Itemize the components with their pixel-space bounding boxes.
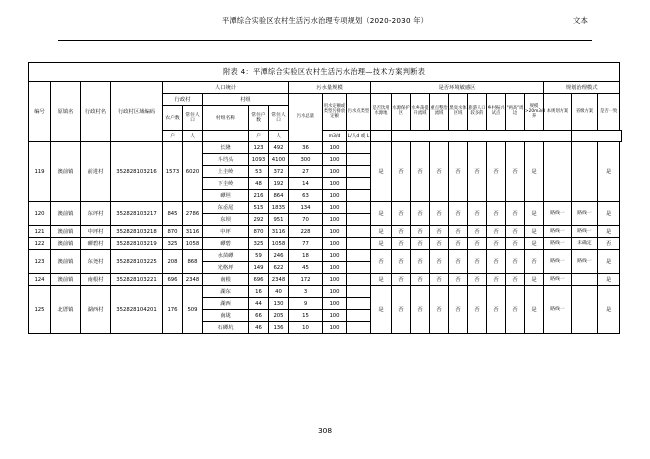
cell-sensitive-5: 否	[468, 238, 487, 250]
cell-sewage-point	[347, 214, 371, 226]
cell-sensitive-0: 是	[371, 142, 392, 202]
sensitive-header-0: 是否饮用水源地	[371, 94, 392, 131]
sensitive-header-3: 重点整治流域	[430, 94, 449, 131]
cell-id: 124	[29, 274, 51, 286]
header-title: 平潭综合实验区农村生活污水治理专项规划（2020-2030 年）	[222, 16, 428, 25]
cell-town: 澳前镇	[51, 142, 81, 202]
cell-village-households: 216	[249, 190, 269, 202]
col-header-town: 原镇名	[51, 82, 81, 142]
cell-village-population: 3116	[269, 226, 289, 238]
cell-admin-code: 352828103221	[111, 274, 163, 286]
cell-sewage-rate: 100	[323, 202, 347, 214]
cell-admin-population: 2348	[183, 274, 203, 286]
cell-admin-name: 前进村	[81, 142, 111, 202]
cell-village-name: 南根	[203, 274, 249, 286]
cell-sensitive-3: 否	[430, 226, 449, 238]
cell-sensitive-1: 否	[392, 202, 411, 226]
unit-point	[371, 131, 392, 142]
cell-village-name: 湖西	[203, 298, 249, 310]
cell-village-name: 磹碧	[203, 238, 249, 250]
cell-admin-population: 868	[183, 250, 203, 274]
cell-sensitive-1: 否	[392, 274, 411, 286]
cell-sensitive-0: 是	[371, 202, 392, 226]
cell-sewage-rate: 100	[323, 298, 347, 310]
cell-sewage-rate: 100	[323, 286, 347, 298]
cell-sensitive-6: 否	[487, 202, 506, 226]
cell-sensitive-3: 否	[430, 274, 449, 286]
table-row	[29, 142, 622, 154]
cell-admin-name: 东坪村	[81, 202, 111, 226]
cell-sensitive-6: 否	[487, 142, 506, 202]
cell-sensitive-7: 否	[506, 142, 525, 202]
cell-sewage-point	[347, 262, 371, 274]
cell-id: 121	[29, 226, 51, 238]
table-title-row	[29, 63, 622, 82]
cell-sewage-total: 63	[289, 190, 323, 202]
cell-plan-local: 路线一	[544, 250, 572, 274]
cell-town: 澳前镇	[51, 250, 81, 274]
sensitive-header-4: 黑臭水体区域	[449, 94, 468, 131]
cell-admin-name: 南根村	[81, 274, 111, 286]
cell-sensitive-3: 否	[430, 202, 449, 226]
group-header-population: 人口统计	[163, 82, 289, 94]
table-row	[29, 238, 622, 250]
col-header-id: 编号	[29, 82, 51, 142]
cell-sewage-point	[347, 238, 371, 250]
cell-sensitive-4: 否	[449, 274, 468, 286]
sub-header-village-name: 村组名称	[203, 106, 249, 131]
cell-sewage-rate: 100	[323, 322, 347, 334]
cell-admin-code: 352828103219	[111, 238, 163, 250]
cell-sensitive-7: 否	[506, 274, 525, 286]
sub-header-village-households: 常住户数	[249, 106, 269, 131]
cell-sewage-total: 77	[289, 238, 323, 250]
cell-village-population: 192	[269, 178, 289, 190]
cell-plan-province	[572, 142, 598, 202]
cell-village-name: 东岙尾	[203, 202, 249, 214]
cell-sensitive-4: 否	[449, 286, 468, 334]
cell-village-households: 46	[249, 322, 269, 334]
cell-plan-province: 路线一	[572, 202, 598, 226]
cell-sensitive-8: 是	[525, 286, 544, 334]
cell-village-households: 149	[249, 262, 269, 274]
cell-sensitive-4: 否	[449, 250, 468, 274]
cell-sensitive-3: 否	[430, 142, 449, 202]
cell-sensitive-7: 否	[506, 226, 525, 238]
sub-header-admin: 行政村	[163, 94, 203, 106]
cell-sewage-rate: 100	[323, 142, 347, 154]
cell-plan-province: 未确定	[572, 238, 598, 250]
sub-header-village-population: 常住人口	[269, 106, 289, 131]
cell-plan-province: 路线一	[572, 226, 598, 238]
unit-rate: L/人d 或 L	[347, 131, 371, 142]
cell-sensitive-2: 否	[411, 142, 430, 202]
page-number: 308	[317, 426, 333, 435]
cell-admin-code: 352828103216	[111, 142, 163, 202]
cell-sensitive-5: 否	[468, 250, 487, 274]
group-header-sewage: 污水量规模	[289, 82, 371, 94]
cell-village-households: 66	[249, 310, 269, 322]
cell-admin-code: 352828104201	[111, 286, 163, 334]
cell-sewage-point	[347, 190, 371, 202]
cell-plan-consistent: 是	[598, 286, 620, 334]
sub-header-sewage-total: 污水总量	[289, 94, 323, 142]
cell-sensitive-2: 否	[411, 238, 430, 250]
cell-id: 123	[29, 250, 51, 274]
cell-plan-consistent: 是	[598, 226, 620, 238]
cell-admin-population: 3116	[183, 226, 203, 238]
cell-town: 北厝镇	[51, 286, 81, 334]
cell-sensitive-5: 否	[468, 202, 487, 226]
cell-sewage-point	[347, 154, 371, 166]
cell-sensitive-7: 否	[506, 238, 525, 250]
cell-admin-households: 208	[163, 250, 183, 274]
cell-sewage-point	[347, 166, 371, 178]
table-row	[29, 226, 622, 238]
cell-village-name: 下圭岭	[203, 178, 249, 190]
cell-sewage-rate: 100	[323, 310, 347, 322]
cell-sewage-point	[347, 226, 371, 238]
cell-admin-households: 845	[163, 202, 183, 226]
cell-village-name: 磹坦	[203, 190, 249, 202]
cell-sensitive-4: 否	[449, 226, 468, 238]
cell-sensitive-4: 否	[449, 142, 468, 202]
table-caption: 附表 4：平潭综合实验区农村生活污水治理—技术方案判断表	[29, 63, 620, 82]
cell-town: 澳前镇	[51, 226, 81, 238]
cell-sensitive-8: 否	[525, 250, 544, 274]
cell-sensitive-1: 否	[392, 238, 411, 250]
cell-village-name: 湖东	[203, 286, 249, 298]
cell-plan-consistent: 是	[598, 142, 620, 202]
cell-sewage-total: 45	[289, 262, 323, 274]
cell-sewage-total: 9	[289, 298, 323, 310]
table-row	[29, 286, 622, 298]
cell-admin-code: 352828103217	[111, 202, 163, 226]
cell-sewage-point	[347, 322, 371, 334]
cell-village-population: 4100	[269, 154, 289, 166]
cell-village-population: 205	[269, 310, 289, 322]
cell-sewage-point	[347, 274, 371, 286]
cell-sensitive-5: 否	[468, 226, 487, 238]
cell-sensitive-5: 否	[468, 286, 487, 334]
cell-sensitive-8: 是	[525, 226, 544, 238]
cell-admin-households: 1573	[163, 142, 183, 202]
cell-id: 119	[29, 142, 51, 202]
cell-sensitive-7: 否	[506, 202, 525, 226]
col-header-admin-code: 行政村区域编码	[111, 82, 163, 142]
cell-sensitive-2: 否	[411, 202, 430, 226]
cell-village-name: 长隆	[203, 142, 249, 154]
cell-sewage-rate: 100	[323, 274, 347, 286]
cell-village-name: 光格坪	[203, 262, 249, 274]
cell-plan-local: 路线一	[544, 238, 572, 250]
group-header-sensitive: 是否环境敏感区	[371, 82, 544, 94]
cell-admin-households: 870	[163, 226, 183, 238]
cell-admin-code: 352828103225	[111, 250, 163, 274]
sensitive-header-1: 水源保护区	[392, 94, 411, 131]
cell-admin-name: 中坪村	[81, 226, 111, 238]
cell-village-households: 292	[249, 214, 269, 226]
unit-village-households: 户	[249, 131, 269, 142]
cell-village-population: 492	[269, 142, 289, 154]
cell-plan-local: 路线一	[544, 274, 572, 286]
cell-sensitive-8: 是	[525, 238, 544, 250]
cell-sensitive-1: 否	[392, 142, 411, 202]
cell-sensitive-0: 是	[371, 238, 392, 250]
sub-header-sewage-per-capita: 用水定额或类型污排放定额	[323, 94, 347, 131]
cell-sewage-rate: 100	[323, 178, 347, 190]
cell-sewage-total: 10	[289, 322, 323, 334]
cell-admin-households: 176	[163, 286, 183, 334]
cell-sewage-point	[347, 310, 371, 322]
cell-id: 120	[29, 202, 51, 226]
cell-sewage-rate: 100	[323, 226, 347, 238]
cell-village-name: 东坝	[203, 214, 249, 226]
cell-admin-households: 325	[163, 238, 183, 250]
sensitive-header-5: 旅游人口较多的	[468, 94, 487, 131]
cell-admin-name: 磹碧村	[81, 238, 111, 250]
cell-plan-local: 路线一	[544, 202, 572, 226]
cell-village-households: 44	[249, 298, 269, 310]
cell-village-households: 123	[249, 142, 269, 154]
cell-sewage-rate: 100	[323, 250, 347, 262]
sub-header-sewage-point: 污水点类型	[347, 94, 371, 131]
unit-plan-blank	[572, 131, 622, 142]
cell-village-name: 上圭岭	[203, 166, 249, 178]
cell-village-name: 水苗磹	[203, 250, 249, 262]
cell-sewage-total: 134	[289, 202, 323, 214]
cell-sensitive-6: 否	[487, 286, 506, 334]
cell-sewage-total: 18	[289, 250, 323, 262]
cell-town: 澳前镇	[51, 238, 81, 250]
appendix-table-wrapper	[28, 62, 622, 334]
cell-village-name: 石磹坑	[203, 322, 249, 334]
cell-sewage-total: 228	[289, 226, 323, 238]
cell-sewage-total: 14	[289, 178, 323, 190]
cell-sewage-total: 70	[289, 214, 323, 226]
unit-village-population: 人	[269, 131, 289, 142]
cell-sensitive-4: 否	[449, 202, 468, 226]
cell-village-population: 246	[269, 250, 289, 262]
header-section-label: 文本	[572, 16, 588, 25]
cell-sewage-total: 172	[289, 274, 323, 286]
cell-sensitive-0: 是	[371, 274, 392, 286]
sub-header-admin-population: 常住人口	[183, 106, 203, 131]
cell-village-population: 951	[269, 214, 289, 226]
cell-admin-population: 509	[183, 286, 203, 334]
cell-sewage-total: 27	[289, 166, 323, 178]
sub-header-admin-households: 农户数	[163, 106, 183, 131]
cell-sewage-rate: 100	[323, 154, 347, 166]
cell-sensitive-6: 否	[487, 226, 506, 238]
cell-sewage-rate: 100	[323, 262, 347, 274]
cell-village-households: 870	[249, 226, 269, 238]
cell-admin-population: 6020	[183, 142, 203, 202]
cell-sensitive-1: 否	[392, 226, 411, 238]
sensitive-header-8: 规模>20m3/d 养	[525, 94, 544, 131]
cell-admin-population: 2786	[183, 202, 203, 226]
cell-id: 125	[29, 286, 51, 334]
cell-admin-households: 696	[163, 274, 183, 286]
header-row-1	[29, 82, 622, 94]
cell-village-households: 325	[249, 238, 269, 250]
cell-sensitive-3: 否	[430, 238, 449, 250]
cell-sewage-rate: 100	[323, 166, 347, 178]
unit-sensitive-blank	[392, 131, 572, 142]
unit-admin-population: 人	[183, 131, 203, 142]
plan-header-2: 是否一致	[598, 94, 620, 131]
cell-village-name: 中坪	[203, 226, 249, 238]
appendix-table	[28, 62, 622, 334]
cell-sewage-total: 36	[289, 142, 323, 154]
cell-admin-name: 东尧村	[81, 250, 111, 274]
cell-plan-province	[572, 274, 598, 286]
unit-village-name	[203, 131, 249, 142]
cell-village-population: 2348	[269, 274, 289, 286]
cell-sensitive-6: 否	[487, 238, 506, 250]
unit-total: m3/d	[323, 131, 347, 142]
unit-admin-households: 户	[163, 131, 183, 142]
cell-sensitive-1: 否	[392, 250, 411, 274]
cell-village-households: 515	[249, 202, 269, 214]
cell-town: 澳前镇	[51, 202, 81, 226]
cell-sewage-point	[347, 202, 371, 214]
cell-sensitive-6: 否	[487, 250, 506, 274]
cell-sensitive-8: 是	[525, 202, 544, 226]
cell-sensitive-5: 否	[468, 274, 487, 286]
cell-sensitive-7: 否	[506, 286, 525, 334]
cell-sensitive-7: 否	[506, 250, 525, 274]
sub-header-village: 村组	[203, 94, 289, 106]
cell-village-households: 59	[249, 250, 269, 262]
cell-sensitive-5: 否	[468, 142, 487, 202]
cell-sewage-point	[347, 298, 371, 310]
cell-plan-local: 路线一	[544, 226, 572, 238]
cell-sensitive-2: 否	[411, 250, 430, 274]
cell-town: 澳前镇	[51, 274, 81, 286]
cell-sensitive-3: 否	[430, 250, 449, 274]
cell-plan-local: 路线一	[544, 286, 572, 334]
cell-sewage-total: 3	[289, 286, 323, 298]
table-body	[29, 142, 622, 334]
sensitive-header-2: 水乡荡提升流域	[411, 94, 430, 131]
cell-sewage-point	[347, 142, 371, 154]
cell-village-households: 16	[249, 286, 269, 298]
cell-admin-code: 352828103218	[111, 226, 163, 238]
cell-admin-name: 湖西村	[81, 286, 111, 334]
cell-sensitive-2: 否	[411, 226, 430, 238]
cell-plan-local	[544, 142, 572, 202]
cell-plan-consistent: 是	[598, 250, 620, 274]
cell-village-population: 622	[269, 262, 289, 274]
cell-plan-consistent: 是	[598, 274, 620, 286]
cell-plan-province	[572, 286, 598, 334]
table-row	[29, 202, 622, 214]
cell-sensitive-2: 否	[411, 286, 430, 334]
cell-village-population: 864	[269, 190, 289, 202]
cell-sensitive-8: 是	[525, 142, 544, 202]
cell-sewage-point	[347, 178, 371, 190]
cell-id: 122	[29, 238, 51, 250]
table-row	[29, 250, 622, 262]
sensitive-header-6: 乡村振兴试点	[487, 94, 506, 131]
col-header-admin-name: 行政村名	[81, 82, 111, 142]
cell-village-population: 136	[269, 322, 289, 334]
cell-village-households: 48	[249, 178, 269, 190]
cell-sewage-rate: 100	[323, 190, 347, 202]
cell-sewage-rate: 100	[323, 214, 347, 226]
cell-admin-population: 1058	[183, 238, 203, 250]
plan-header-1: 省级方案	[572, 94, 598, 131]
cell-village-population: 1835	[269, 202, 289, 214]
cell-sewage-point	[347, 286, 371, 298]
cell-sewage-point	[347, 250, 371, 262]
cell-village-name: 南垅	[203, 310, 249, 322]
cell-village-households: 1093	[249, 154, 269, 166]
cell-village-households: 696	[249, 274, 269, 286]
cell-sensitive-0: 否	[371, 250, 392, 274]
cell-sewage-total: 300	[289, 154, 323, 166]
cell-plan-consistent: 否	[598, 238, 620, 250]
cell-sensitive-3: 否	[430, 286, 449, 334]
cell-sewage-total: 15	[289, 310, 323, 322]
cell-sensitive-0: 是	[371, 226, 392, 238]
group-header-plan: 规划治理模式	[544, 82, 620, 94]
table-row	[29, 274, 622, 286]
cell-sensitive-2: 否	[411, 274, 430, 286]
cell-sensitive-6: 否	[487, 274, 506, 286]
cell-village-households: 53	[249, 166, 269, 178]
plan-header-0: 本规划方案	[544, 94, 572, 131]
cell-village-population: 1058	[269, 238, 289, 250]
sensitive-header-7: "两高"周边	[506, 94, 525, 131]
cell-village-name: 斗垱头	[203, 154, 249, 166]
header-divider	[58, 40, 592, 41]
cell-village-population: 40	[269, 286, 289, 298]
cell-plan-consistent: 是	[598, 202, 620, 226]
cell-sensitive-4: 否	[449, 238, 468, 250]
cell-sewage-rate: 100	[323, 238, 347, 250]
cell-sensitive-1: 否	[392, 286, 411, 334]
cell-village-population: 130	[269, 298, 289, 310]
cell-sensitive-8: 是	[525, 274, 544, 286]
cell-village-population: 372	[269, 166, 289, 178]
cell-plan-province: 路线一	[572, 250, 598, 274]
cell-sensitive-0: 是	[371, 286, 392, 334]
